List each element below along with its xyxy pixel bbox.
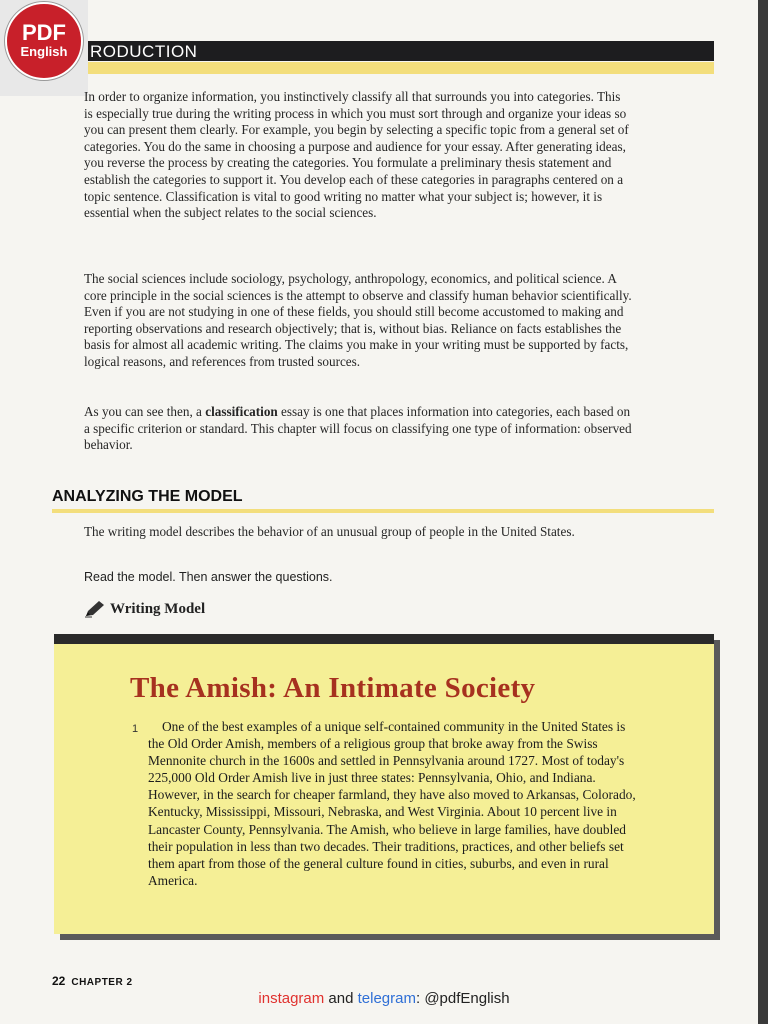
paragraph-number: 1 (132, 723, 139, 735)
handle-text: : @pdfEnglish (415, 990, 510, 1007)
p3-text-after: essay is one that places information into categories, each based on a specific criterion or standard. This chapter will focus on classifying one type of information: observed behavior. (84, 404, 632, 453)
model-title: The Amish: An Intimate Society (130, 672, 536, 704)
pdf-logo (5, 2, 83, 80)
section-title-highlight (88, 62, 714, 74)
pen-icon (84, 600, 106, 618)
pdf-english-badge (0, 0, 88, 96)
intro-paragraph-1: In order to organize information, you instinctively classify all that surrounds you into categories. This is especially true during the writing process in which you must sort through and organize your ideas so you can present them clearly. For example, you begin by selecting a specific topic from a general set of categories. You do the same in choosing a purpose and audience for your essay. After generating ideas, you reverse the process by creating the categories. You formulate a preliminary thesis statement and establish the categories to support it. You develop each of these categories in paragraphs centered on a topic sentence. Classification is vital to good writing no matter what your subject is; however, it is essential when the subject relates to the social sciences. (84, 89, 629, 221)
badge-line2: English (20, 44, 68, 59)
writing-model-label (84, 600, 205, 618)
badge-line1: PDF (22, 20, 66, 45)
instruction-text: Read the model. Then answer the questions. (84, 570, 333, 584)
model-paragraph: One of the best examples of a unique self-contained community in the United States is the Old Order Amish, members of a religious group that broke away from the Swiss Mennonite church in the 1600s and settled in Pennsylvania around 1727. Most of today's 225,000 Old Order Amish live in just three states: Pennsylvania, Ohio, and Indiana. However, in the search for cheaper farmland, they have also moved to Arkansas, Colorado, Kentucky, Mississippi, Missouri, Nebraska, and West Virginia. About 10 percent live in Lancaster County, Pennsylvania. The Amish, who believe in large families, have doubled their population in less than two decades. Their traditions, practices, and other beliefs set them apart from those of the general culture found in cities, suburbs, and even in rural America. (148, 719, 636, 888)
chapter-label: CHAPTER 2 (71, 977, 133, 988)
instagram-text: instagram (258, 990, 325, 1007)
writing-model-box (54, 634, 714, 934)
intro-paragraph-2: The social sciences include sociology, psychology, anthropology, economics, and political science. A core principle in the social sciences is the attempt to observe and classify human behavior scientifically. Even if you are not studying in one of these fields, you should still become accustomed to making and reporting observations and research objectively; that is, without bias. Reliance on facts establishes the basis for almost all academic writing. The claims you make in your writing must be supported by facts, logical reasons, and references from trusted sources. (84, 271, 632, 369)
p3-text-before: As you can see then, a (84, 404, 206, 419)
page-number: 22 (52, 974, 66, 988)
section-title-bar (88, 41, 714, 61)
model-description: The writing model describes the behavior of an unusual group of people in the United States. (84, 524, 575, 539)
page-footer (52, 974, 133, 988)
writing-model-text: Writing Model (110, 600, 206, 617)
classification-term: classification (205, 404, 278, 419)
intro-paragraph-3 (84, 404, 632, 454)
and-text: and (324, 990, 358, 1007)
telegram-text: telegram (357, 990, 416, 1007)
analyzing-underline (52, 509, 714, 513)
analyzing-heading: ANALYZING THE MODEL (52, 488, 243, 505)
page-edge (758, 0, 768, 1024)
social-watermark (0, 990, 768, 1007)
section-title: RODUCTION (90, 42, 198, 61)
